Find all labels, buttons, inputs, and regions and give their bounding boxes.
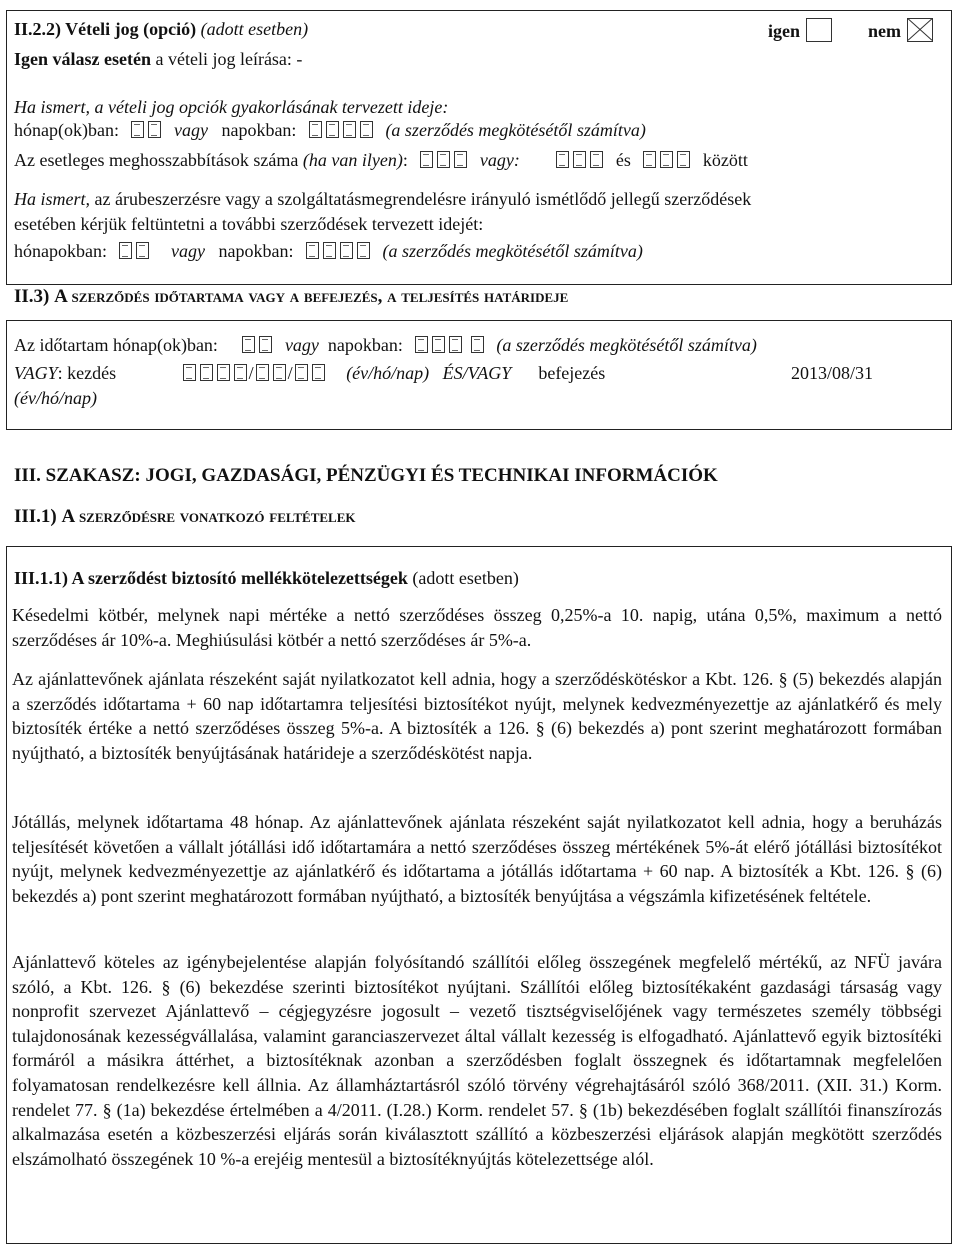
duration-row [14,334,757,356]
extensions-colon: : [402,150,408,170]
no-label: nem [868,21,901,41]
start-label: : kezdés [57,363,117,383]
end-label: befejezés [538,363,606,383]
duration-days-label: napokban: [327,335,403,355]
duration-or: vagy [284,335,319,355]
desc-rest: a vételi jog leírása: - [155,49,303,69]
section-iii1-prefix: III.1) [14,506,57,527]
no-checkbox[interactable] [907,18,933,42]
start-date-fields[interactable]: / / [181,362,327,384]
or-label-2: vagy [170,241,205,261]
extensions-note: (ha van ilyen) [302,150,403,170]
days-label: napokban: [221,120,297,140]
from-contract-note: (a szerződés megkötésétől számítva) [385,120,646,140]
start-end-row [14,362,605,384]
end-date-value: 2013/08/31 [791,363,874,383]
extensions-label: Az esetleges meghosszabbítások száma [14,150,299,170]
yes-option[interactable] [768,18,832,42]
range-from-fields[interactable] [554,149,605,171]
duration-heading-prefix: II.3) [14,286,50,307]
warranty-paragraph: Jótállás, melynek időtartama 48 hónap. Az ajánlattevőnek ajánlata részeként saját nyilatkozatot kell adnia, hogy a beruházás teljesítését követően a vállalt jótállási idő időtartamára a nettó szerződéses összeg mértékének 5%-át elérő jótállási biztosítékot nyújt, melynek kedvezményezettje az ajánlatkérő és időtartama a jótállás időtartama + 60 nap. A biztosíték a Kbt. 126. § (6) bekezdés a) pont szerint meghatározott formában nyújtható, a biztosíték benyújtása a végszámla kifizetésének feltétele. [12,812,942,906]
duration-heading-text: A szerződés időtartama vagy a befejezés, a teljesítés határideje [54,286,569,307]
duration-heading [14,286,568,308]
date-format-label-2: (év/hó/nap) [14,388,97,408]
and-or-label: ÉS/VAGY [442,363,512,383]
months-label-2: hónapokban: [14,241,107,261]
obligations-title [14,567,519,589]
between-label: között [702,150,748,170]
option-title [14,18,308,40]
exercise-time-row [14,119,646,141]
days-digit-fields-2[interactable] [304,240,372,262]
exercise-time-label: Ha ismert, a vételi jog opciók gyakorlásának tervezett ideje: [14,97,449,117]
days-label-2: napokban: [218,241,294,261]
obligations-title-bold: III.1.1) A szerződést biztosító mellékkötelezettségek [14,568,408,588]
recurring-text-1: az árubeszerzésre vagy a szolgáltatásmegrendelésre irányuló ismétlődő jellegű szerződések [94,189,752,209]
duration-label: Az időtartam hónap(ok)ban: [14,335,218,355]
performance-guarantee-paragraph: Az ajánlattevőnek ajánlata részeként saját nyilatkozatot kell adnia, hogy a szerződéskötéskor a Kbt. 126. § (5) bekezdés alapján a szerződés időtartama + 60 nap időtartamra teljesítési biztosítékot nyújt, melynek kedvezményezettje az ajánlatkérő és mely biztosíték értéke a nettó szerződéses összeg 5%-a. A biztosíték a 126. § (6) bekezdés a) pont szerint meghatározott formában nyújtható, a biztosíték benyújtásának határideje a szerződéskötést napja. [12,669,942,763]
no-option[interactable] [868,18,933,42]
duration-months-fields[interactable] [240,334,274,356]
or-label: vagy [173,120,208,140]
and-label: és [615,150,631,170]
or-caps-label: VAGY [14,363,58,383]
range-to-fields[interactable] [641,149,692,171]
recurring-line-1 [14,188,751,210]
section-iii-title: III. SZAKASZ: JOGI, GAZDASÁGI, PÉNZÜGYI ÉS TECHNIKAI INFORMÁCIÓK [14,465,718,486]
extensions-digit-fields[interactable] [418,149,469,171]
section-iii1-text: A szerződésre vonatkozó feltételek [61,506,356,527]
or-range-label: vagy: [479,150,520,170]
option-title-text: II.2.2) Vételi jog (opció) [14,19,197,39]
months-digit-fields-2[interactable] [117,240,151,262]
section-iii1-title [14,506,355,528]
yes-checkbox[interactable] [806,18,832,42]
option-title-note: (adott esetben) [200,19,309,39]
months-label: hónap(ok)ban: [14,120,119,140]
obligations-title-note: (adott esetben) [412,568,519,588]
recurring-time-row [14,240,643,262]
extensions-row [14,149,748,171]
days-digit-fields[interactable] [307,119,375,141]
desc-bold: Igen válasz esetén [14,49,151,69]
months-digit-fields[interactable] [129,119,163,141]
if-known-label: Ha ismert, [14,189,90,209]
duration-days-fields[interactable] [413,334,486,356]
penalty-paragraph: Késedelmi kötbér, melynek napi mértéke a nettó szerződéses összeg 0,25%-a 10. napig, utána 0,5%, maximum a nettó szerződéses ár 10%-a. Meghiúsulási kötbér a nettó szerződéses ár 5%-a. [12,605,942,650]
recurring-text-2: esetében kérjük feltüntetni a további szerződések tervezett idejét: [14,214,484,234]
date-format-label: (év/hó/nap) [346,363,430,383]
duration-from-contract: (a szerződés megkötésétől számítva) [496,335,757,355]
yes-label: igen [768,21,801,41]
option-description [14,48,302,70]
from-contract-note-2: (a szerződés megkötésétől számítva) [382,241,643,261]
advance-guarantee-paragraph: Ajánlattevő köteles az igénybejelentése alapján folyósítandó szállítói előleg összegének megfelelő mértékű, az NFÜ javára szóló, a Kbt. 126. § (6) bekezdése szerinti biztosítékot nyújtani. Szállítói előleg biztosítékaként gazdasági társaság vagy nonprofit szervezet Ajánlattevő – cégjegyzésre jogosult – vezető tisztségviselőjének vagy természetes személy többségi tulajdonosának kezességvállalása, valamint garanciaszervezet által vállalt kezesség is elfogadható. Ajánlattevő egyik biztosítéki formáról a másikra áttérhet, a biztosítéknak azonban a szerződésben foglalt összegnek és időtartamnak megfelelően folyamatosan rendelkezésre kell állnia. Az államháztartásról szóló törvény végrehajtásáról szóló 368/2011. (XII. 31.) Korm. rendelet 77. § (1a) bekezdése értelmében a 4/2011. (I.28.) Korm. rendelet 57. § (1b) bekezdésében foglalt szállítói finanszírozás alkalmazása esetén a közbeszerzési eljárás során kiválasztott szállító a közbeszerzési eljárások alapján megkötött szerződés elszámolható összegének 10 %-a erejéig mentesül a biztosítéknyújtás kötelezettsége alól. [12,952,942,1169]
